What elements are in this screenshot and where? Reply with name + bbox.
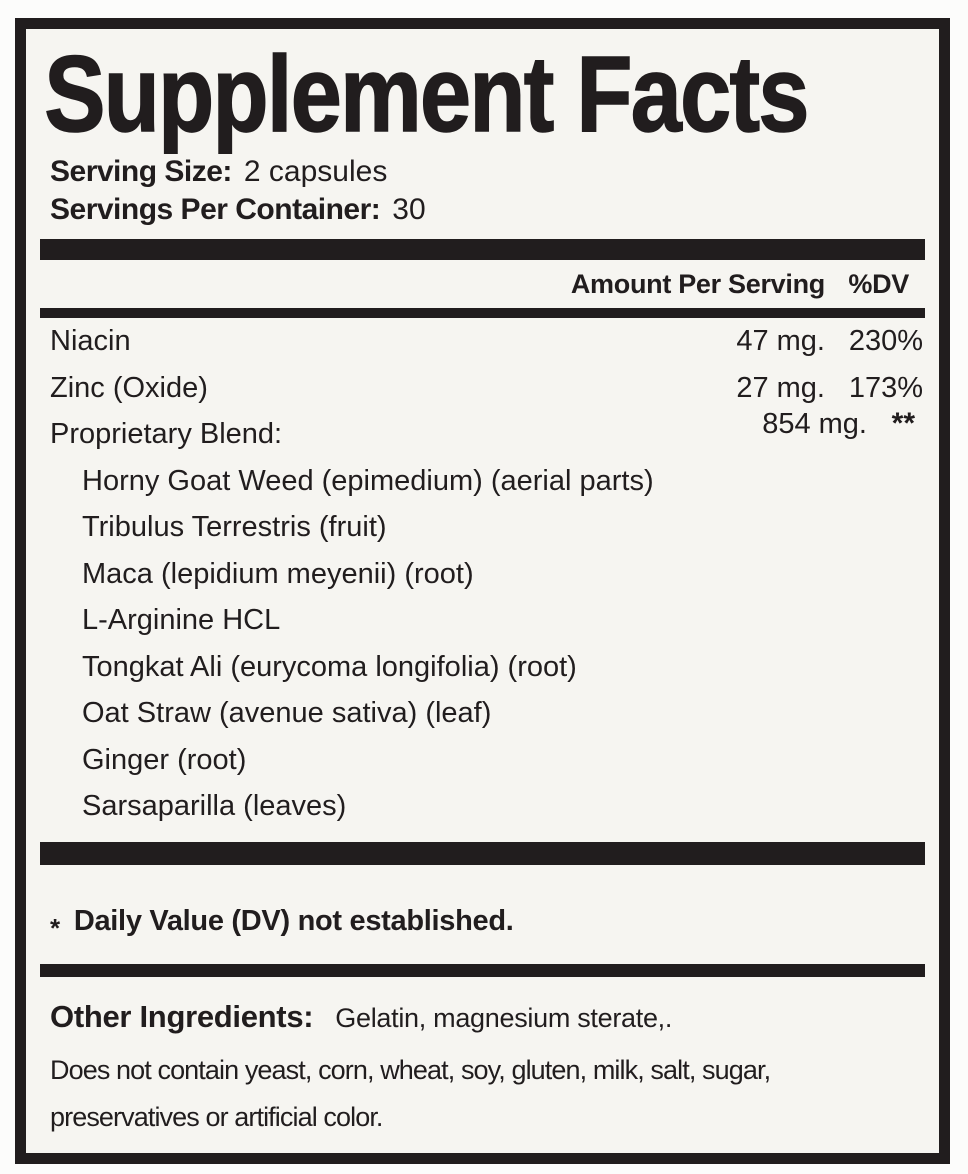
serving-size-value: 2 capsules <box>243 155 388 188</box>
blend-item: Ginger (root) <box>82 743 247 776</box>
servings-per-container-value: 30 <box>392 193 426 226</box>
divider-thick-top <box>40 239 925 260</box>
other-ingredients-label: Other Ingredients: <box>50 998 314 1034</box>
nutrient-amount: 854 mg. <box>762 408 867 440</box>
divider-thick-middle <box>40 842 925 865</box>
nutrient-name: Zinc (Oxide) <box>50 371 208 404</box>
nutrient-name: Niacin <box>50 325 131 357</box>
supplement-facts-panel <box>15 18 950 1164</box>
panel-title: Supplement Facts <box>44 33 808 154</box>
nutrient-amount: 47 mg. <box>736 325 825 357</box>
blend-item: Tribulus Terrestris (fruit) <box>82 511 387 543</box>
servings-per-container-line <box>50 191 925 229</box>
nutrient-amount: 27 mg. <box>736 371 825 404</box>
blend-item: Oat Straw (avenue sativa) (leaf) <box>82 697 492 729</box>
nutrient-dv: 173% <box>848 371 923 404</box>
serving-info <box>40 153 925 229</box>
other-ingredients-value: Gelatin, magnesium sterate,. <box>335 1002 673 1033</box>
amount-per-serving-header: Amount Per Serving <box>570 268 825 299</box>
nutrient-name: Proprietary Blend: <box>50 418 283 450</box>
blend-item: Tongkat Ali (eurycoma longifolia) (root) <box>82 650 577 683</box>
asterisk-icon: * <box>50 912 60 943</box>
nutrient-dv: 230% <box>848 325 923 357</box>
panel-content <box>26 33 939 1141</box>
table-row <box>40 318 925 365</box>
blend-item: Sarsaparilla (leaves) <box>82 790 347 822</box>
table-header-row <box>40 260 925 308</box>
contains-disclaimer: Does not contain yeast, corn, wheat, soy, gluten, milk, salt, sugar, preservatives or artificial color. <box>50 1054 771 1132</box>
divider-above-other-ingredients <box>40 964 925 977</box>
nutrient-dv: ** <box>891 407 915 440</box>
daily-value-footnote-text: Daily Value (DV) not established. <box>73 904 514 937</box>
daily-value-footnote <box>40 901 925 941</box>
nutrient-rows <box>40 318 925 830</box>
serving-size-line <box>50 153 925 191</box>
other-ingredients-line <box>40 997 925 1043</box>
serving-size-label: Serving Size: <box>50 155 232 188</box>
divider-under-header <box>40 308 925 318</box>
blend-item: L-Arginine HCL <box>82 604 281 636</box>
table-row-proprietary-blend <box>40 407 925 458</box>
blend-item: Maca (lepidium meyenii) (root) <box>82 557 474 590</box>
blend-item: Horny Goat Weed (epimedium) (aerial parts) <box>82 464 654 497</box>
dv-header: %DV <box>848 268 909 299</box>
servings-per-container-label: Servings Per Container: <box>50 193 381 226</box>
